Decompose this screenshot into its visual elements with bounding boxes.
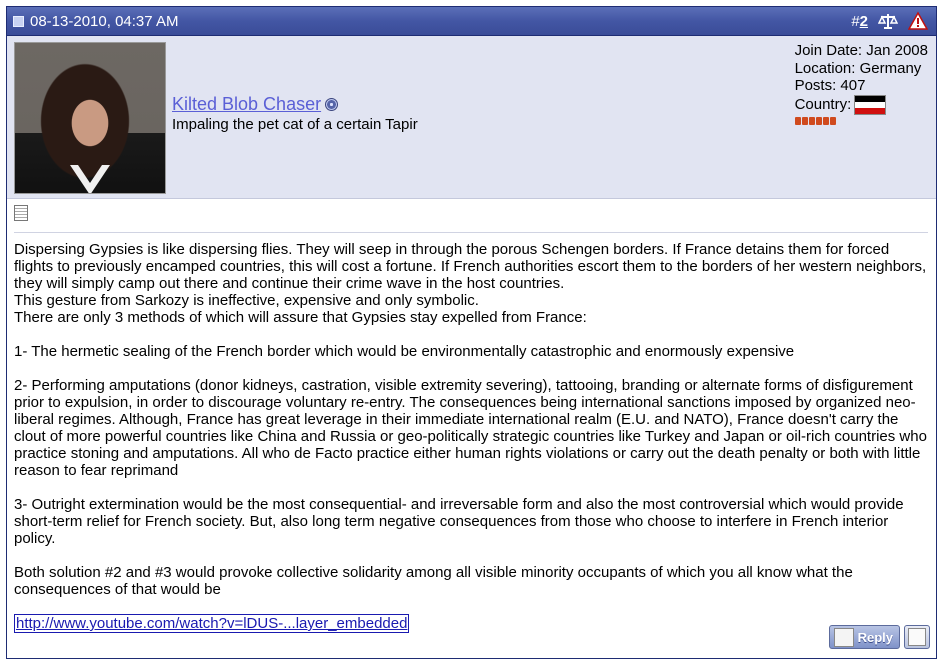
reply-button[interactable] xyxy=(829,625,900,649)
country-flag-icon xyxy=(854,95,886,115)
user-identity xyxy=(172,94,418,198)
post-date: 08-13-2010, 04:37 AM xyxy=(30,12,179,30)
divider xyxy=(14,232,928,233)
online-status-icon xyxy=(325,98,338,111)
spacer xyxy=(14,326,928,343)
paragraph: Both solution #2 and #3 would provoke collective solidarity among all visible minority occupants of which you all know what the consequences of that would be xyxy=(14,564,853,598)
spacer xyxy=(14,547,928,564)
post-icon xyxy=(13,16,24,27)
post xyxy=(6,6,937,659)
post-date-wrap xyxy=(13,13,178,30)
spacer xyxy=(14,598,928,615)
post-number-link[interactable] xyxy=(851,13,868,30)
avatar[interactable] xyxy=(14,42,166,194)
reputation-bar xyxy=(795,117,928,125)
reputation-pip xyxy=(823,117,829,125)
reputation-pip xyxy=(816,117,822,125)
multiquote-icon xyxy=(908,628,926,646)
spacer xyxy=(14,360,928,377)
paragraph: This gesture from Sarkozy is ineffective, expensive and only symbolic. xyxy=(14,292,479,309)
user-info-row xyxy=(7,36,936,199)
reputation-pip xyxy=(795,117,801,125)
paragraph: There are only 3 methods of which will assure that Gypsies stay expelled from France: xyxy=(14,309,587,326)
post-count: Posts: 407 xyxy=(794,77,866,94)
country-label: Country: xyxy=(794,95,852,113)
post-footer xyxy=(829,625,930,649)
multiquote-button[interactable] xyxy=(904,625,930,649)
user-title: Impaling the pet cat of a certain Tapir xyxy=(172,116,418,133)
username-link[interactable] xyxy=(172,94,338,115)
spacer xyxy=(14,479,928,496)
post-header-actions xyxy=(851,11,928,31)
location: Location: Germany xyxy=(794,59,922,77)
post-hash: # xyxy=(851,12,860,30)
report-icon[interactable] xyxy=(878,11,898,31)
reputation-pip xyxy=(802,117,808,125)
paragraph: Dispersing Gypsies is like dispersing flies. They will seep in through the porous Schengen borders. If France detains them for forced flights to previously encamped countries, this will cost a fortune. If French authorities escort them to the borders of her western neighbors, they will simply camp out there and continue their crime wave in the host countries. xyxy=(14,241,927,292)
reputation-pip xyxy=(809,117,815,125)
youtube-link[interactable]: http://www.youtube.com/watch?v=lDUS-...layer_embedded xyxy=(16,615,408,632)
message-text xyxy=(14,241,928,632)
user-stats xyxy=(795,42,928,125)
paragraph: 2- Performing amputations (donor kidneys, castration, visible extremity severing), tattooing, branding or alternate forms of disfigurement prior to expulsion, in order to discourage voluntary re-entry. The consequences being international sanctions imposed by organized neo-liberal regimes. Although, France has great leverage in their immediate international realm (E.U. and NATO), France doesn't carry the clout of more powerful countries like China and Russia or geo-politically strategic countries like Turkey and Japan or oil-rich countries who practice stoning and amputations. All who de Facto practice either human rights violations or carry out the death penalty or both with little reason to fear reprimand xyxy=(14,377,927,479)
link-row xyxy=(14,615,928,632)
post-number: 2 xyxy=(859,12,868,30)
username[interactable]: Kilted Blob Chaser xyxy=(172,94,322,114)
country-row xyxy=(795,95,928,115)
paragraph: 1- The hermetic sealing of the French border which would be environmentally catastrophic and enormously expensive xyxy=(14,343,795,360)
reply-label: Reply xyxy=(857,629,893,645)
paragraph: 3- Outright extermination would be the most consequential- and irreversable form and also the most controversial which would provide short-term relief for French society. But, also long term negative consequences from those who choose to interfere in French interior policy. xyxy=(14,496,904,547)
avatar-collar xyxy=(70,165,110,194)
post-header xyxy=(7,7,936,36)
post-body xyxy=(7,199,936,632)
message-icon xyxy=(14,205,28,221)
join-date: Join Date: Jan 2008 xyxy=(794,42,928,59)
reputation-pip xyxy=(830,117,836,125)
warning-icon[interactable] xyxy=(908,11,928,31)
reply-icon xyxy=(834,628,854,647)
